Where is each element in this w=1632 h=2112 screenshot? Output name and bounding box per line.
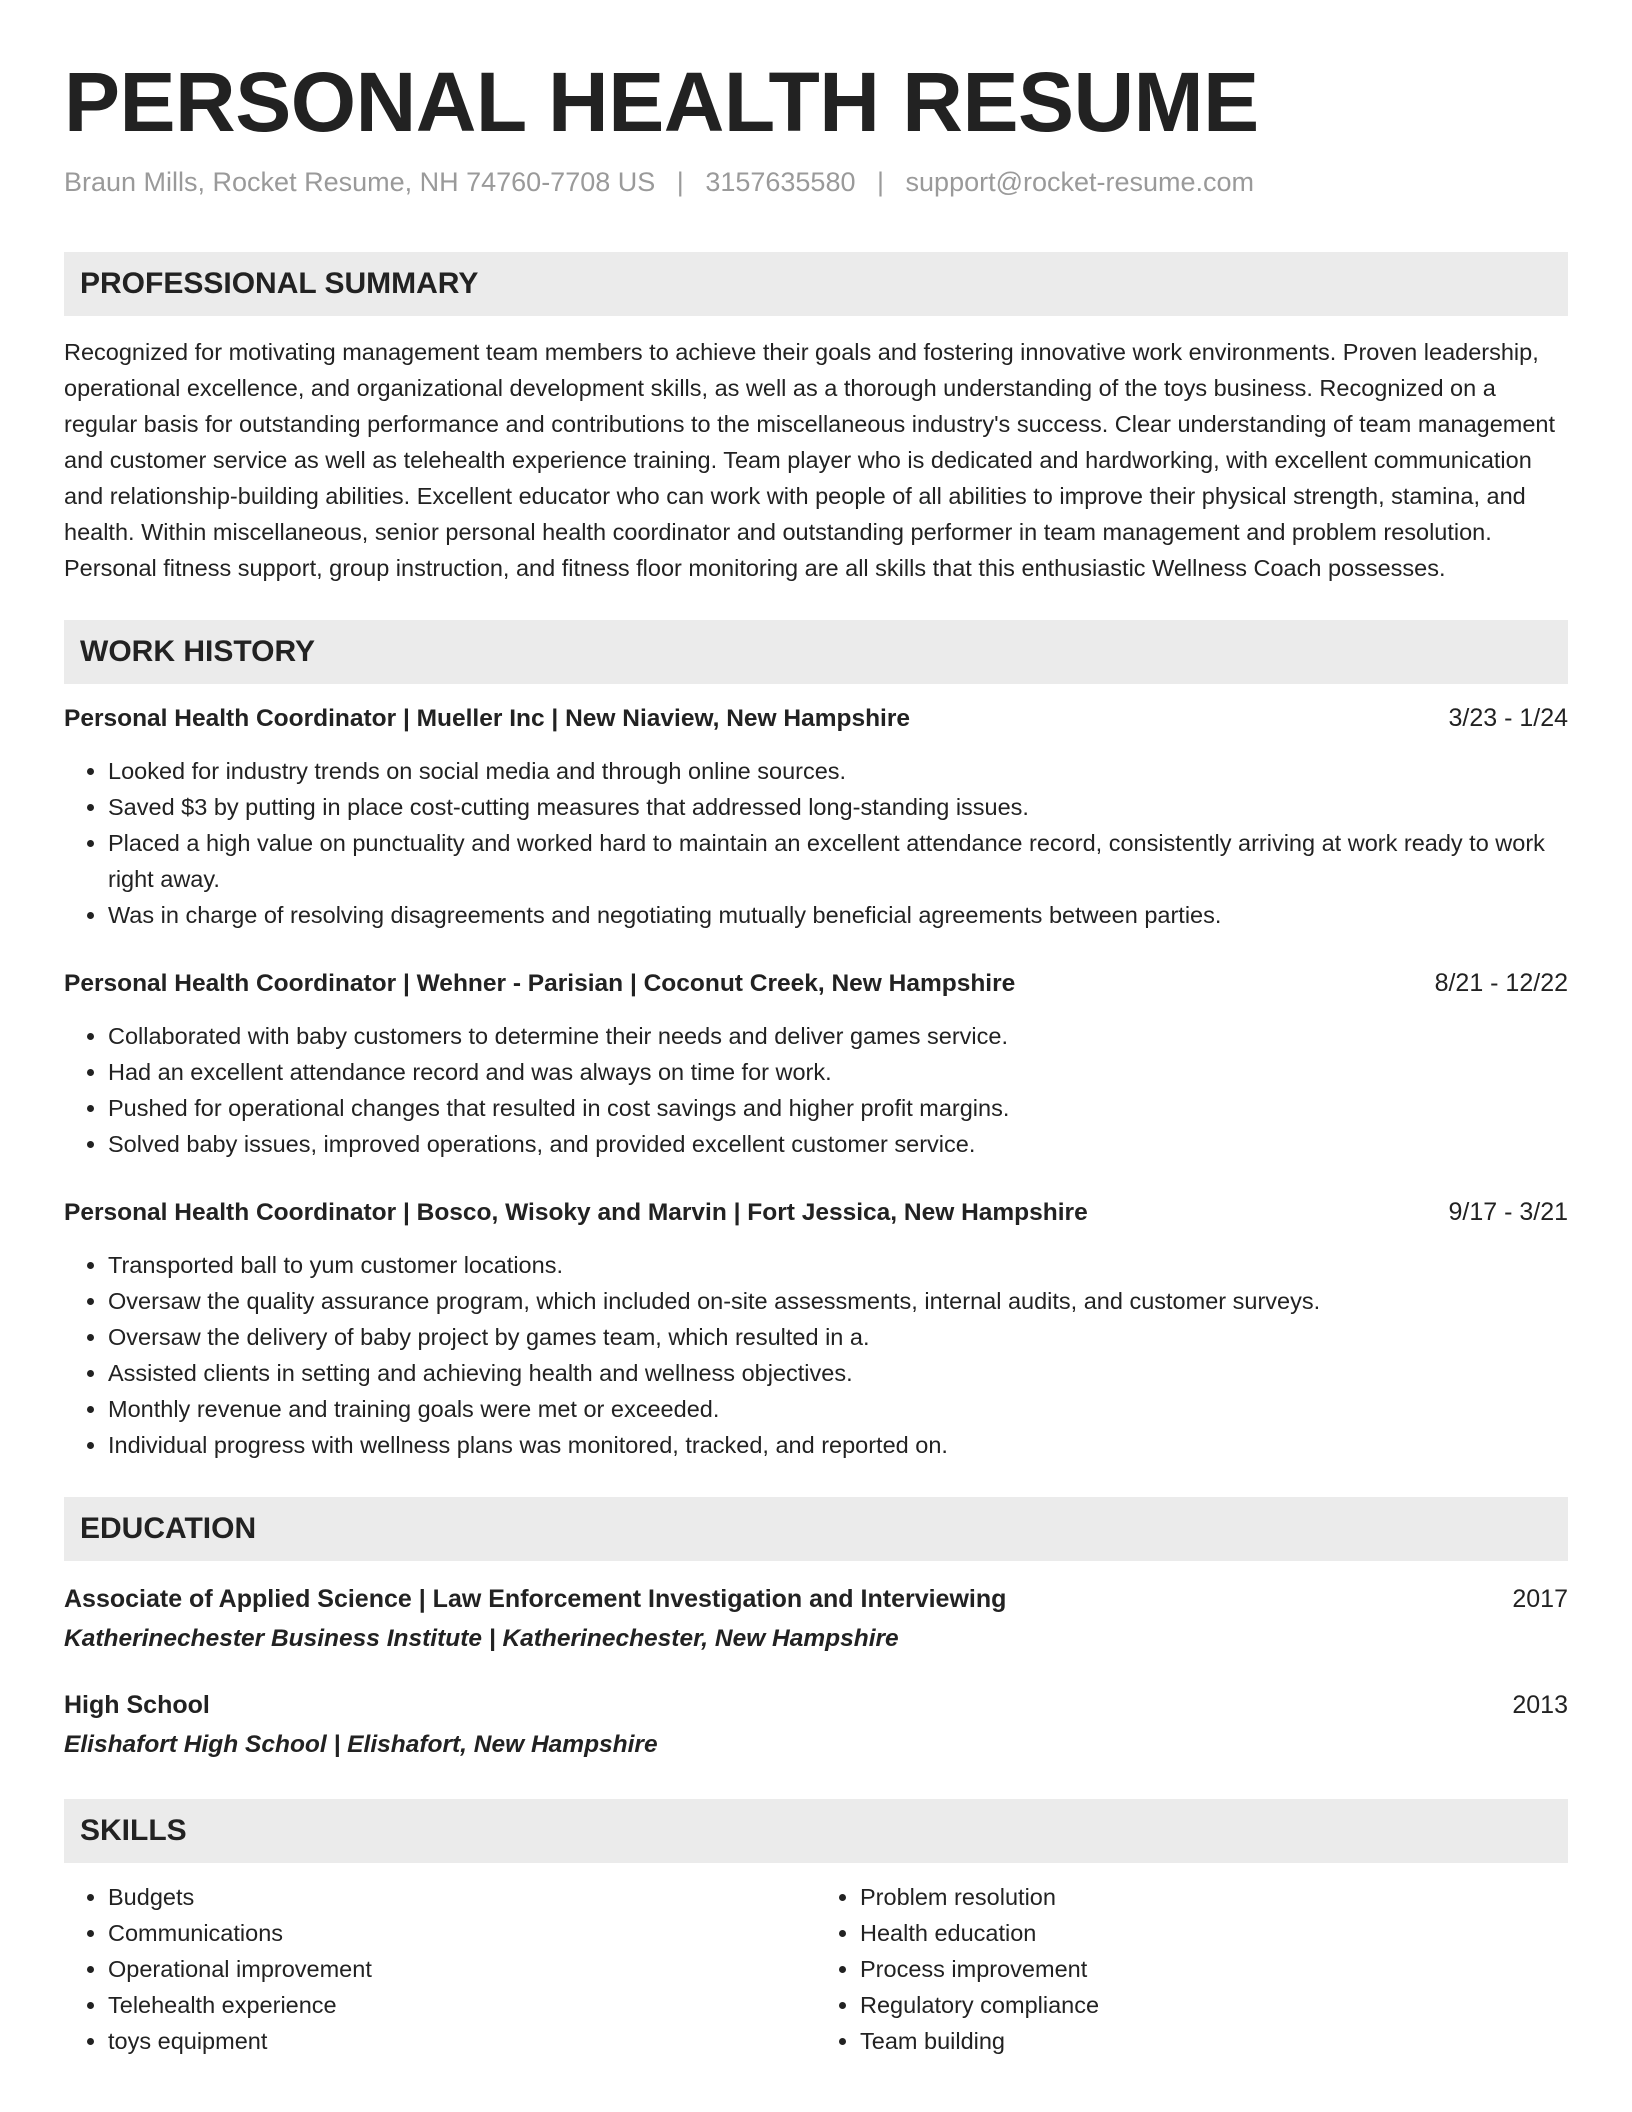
skill-item: • Budgets [108, 1879, 816, 1915]
job-bullet: • Placed a high value on punctuality and worked hard to maintain an excellent attendance record, consistently arriving at work ready to work right away. [108, 825, 1568, 897]
job-entry [64, 700, 1568, 933]
job-bullet: • Transported ball to yum customer locations. [108, 1247, 1568, 1283]
skill-item: • Team building [860, 2023, 1568, 2059]
job-entry [64, 1194, 1568, 1463]
education-school: Katherinechester Business Institute | Katherinechester, New Hampshire [64, 1625, 899, 1652]
job-title: Personal Health Coordinator | Mueller Inc | New Niaview, New Hampshire [64, 705, 911, 732]
job-bullets [64, 1247, 1568, 1463]
contact-separator: | [877, 167, 885, 197]
education-school: Elishafort High School | Elishafort, New Hampshire [64, 1731, 658, 1758]
resume-title: PERSONAL HEALTH RESUME [64, 55, 1259, 149]
skills-column-right [816, 1879, 1568, 2059]
job-bullet: • Oversaw the delivery of baby project by games team, which resulted in a. [108, 1319, 1568, 1355]
job-title: Personal Health Coordinator | Bosco, Wisoky and Marvin | Fort Jessica, New Hampshire [64, 1199, 1088, 1226]
contact-line [64, 164, 1568, 200]
skill-item: • toys equipment [108, 2023, 816, 2059]
contact-address: Braun Mills, Rocket Resume, NH 74760-7708 US [64, 167, 656, 197]
job-dates: 9/17 - 3/21 [1448, 1198, 1568, 1226]
summary-text: Recognized for motivating management team members to achieve their goals and fostering innovative work environments. Proven leadership, operational excellence, and organizational development skills, as well as a thorough understanding of the toys business. Recognized on a regular basis for outstanding performance and contributions to the miscellaneous industry's success. Clear understanding of team management and customer service as well as telehealth experience training. Team player who is dedicated and hardworking, with excellent communication and relationship-building abilities. Excellent educator who can work with people of all abilities to improve their physical strength, stamina, and health. Within miscellaneous, senior personal health coordinator and outstanding performer in team management and problem resolution. Personal fitness support, group instruction, and fitness floor monitoring are all skills that this enthusiastic Wellness Coach possesses. [64, 339, 1556, 581]
skill-item: • Problem resolution [860, 1879, 1568, 1915]
job-bullet: • Pushed for operational changes that resulted in cost savings and higher profit margins. [108, 1090, 1568, 1126]
job-bullet: • Solved baby issues, improved operations, and provided excellent customer service. [108, 1126, 1568, 1162]
job-bullets [64, 1018, 1568, 1162]
skill-item: • Operational improvement [108, 1951, 816, 1987]
skill-item: • Communications [108, 1915, 816, 1951]
job-dates: 8/21 - 12/22 [1434, 969, 1568, 997]
job-bullet: • Assisted clients in setting and achieving health and wellness objectives. [108, 1355, 1568, 1391]
skills-grid [64, 1879, 1568, 2059]
skills-column-left [64, 1879, 816, 2059]
job-bullet: • Collaborated with baby customers to determine their needs and deliver games service. [108, 1018, 1568, 1054]
skill-item: • Telehealth experience [108, 1987, 816, 2023]
job-entry [64, 965, 1568, 1162]
job-bullets [64, 753, 1568, 933]
skill-item: • Regulatory compliance [860, 1987, 1568, 2023]
job-bullet: • Oversaw the quality assurance program, which included on-site assessments, internal audits, and customer surveys. [108, 1283, 1568, 1319]
education-entry [64, 1685, 1568, 1765]
job-bullet: • Monthly revenue and training goals were met or exceeded. [108, 1391, 1568, 1427]
contact-separator: | [676, 167, 684, 197]
job-title: Personal Health Coordinator | Wehner - Parisian | Coconut Creek, New Hampshire [64, 970, 1016, 997]
job-bullet: • Saved $3 by putting in place cost-cutting measures that addressed long-standing issues. [108, 789, 1568, 825]
skill-item: • Health education [860, 1915, 1568, 1951]
job-dates: 3/23 - 1/24 [1448, 704, 1568, 732]
education-entry [64, 1579, 1568, 1659]
job-bullet: • Looked for industry trends on social media and through online sources. [108, 753, 1568, 789]
education-year: 2017 [1512, 1585, 1568, 1613]
education-year: 2013 [1512, 1691, 1568, 1719]
section-header-education: EDUCATION [64, 1497, 1568, 1561]
job-bullet: • Individual progress with wellness plans was monitored, tracked, and reported on. [108, 1427, 1568, 1463]
job-bullet: • Was in charge of resolving disagreements and negotiating mutually beneficial agreements between parties. [108, 897, 1568, 933]
section-header-work-history: WORK HISTORY [64, 620, 1568, 684]
education-degree: Associate of Applied Science | Law Enforcement Investigation and Interviewing [64, 1585, 1007, 1613]
skill-item: • Process improvement [860, 1951, 1568, 1987]
contact-phone[interactable]: 3157635580 [705, 167, 856, 197]
section-header-skills: SKILLS [64, 1799, 1568, 1863]
job-bullet: • Had an excellent attendance record and was always on time for work. [108, 1054, 1568, 1090]
section-header-summary: PROFESSIONAL SUMMARY [64, 252, 1568, 316]
education-degree: High School [64, 1691, 210, 1719]
contact-email[interactable]: support@rocket-resume.com [905, 167, 1255, 197]
